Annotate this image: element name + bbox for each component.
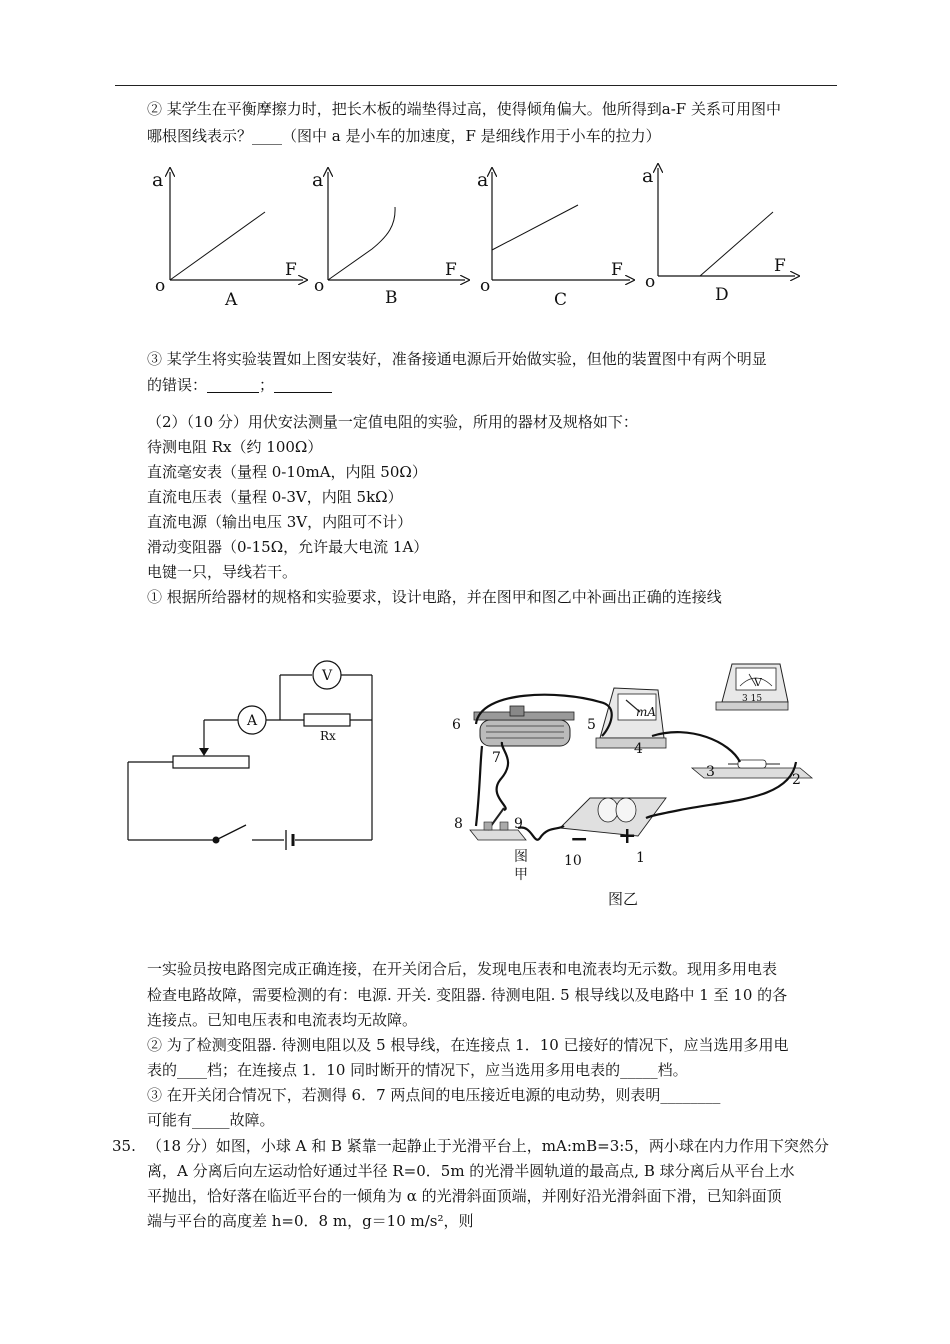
milliammeter-label: mA <box>636 705 657 719</box>
caption-yi: 图乙 <box>608 890 639 908</box>
graph-a <box>152 169 303 310</box>
resistor-rx-label: Rx <box>320 729 336 743</box>
part2-line-4: 直流电源（输出电压 3V，内阻可不计） <box>147 513 413 531</box>
graph-a-xaxis: F <box>285 260 297 280</box>
ammeter-label: A <box>246 713 258 729</box>
point-7: 7 <box>492 750 501 766</box>
q2-text-line2: 哪根图线表示？____（图中 a 是小车的加速度，F 是细线作用于小车的拉力） <box>147 127 661 145</box>
point-1: 1 <box>636 850 645 866</box>
graph-b-label: B <box>385 288 398 308</box>
graph-a-label: A <box>225 290 238 310</box>
point-4: 4 <box>634 741 643 757</box>
question-35-number: 35. <box>112 1137 136 1155</box>
q2-text-line1: ② 某学生在平衡摩擦力时，把长木板的端垫得过高，使得倾角偏大。他所得到a-F 关系可用图中 <box>147 100 781 118</box>
graph-b <box>312 169 465 308</box>
q35-line-3: 端与平台的高度差 h=0．8 m，g＝10 m/s²，则 <box>147 1212 474 1230</box>
rheostat-symbol <box>173 756 249 768</box>
voltmeter-device-label: V <box>754 676 762 689</box>
circuit-diagram-yi <box>440 650 840 880</box>
q35-line-2: 平抛出，恰好落在临近平台的一倾角为 α 的光滑斜面顶端，并刚好沿光滑斜面下滑，已知斜面顶 <box>147 1187 782 1205</box>
circuit-diagram-jia <box>0 640 420 880</box>
para-line-3: ② 为了检测变阻器. 待测电阻以及 5 根导线，在连接点 1．10 已接好的情况下，应当选用多用电 <box>147 1036 789 1054</box>
point-6: 6 <box>452 717 461 733</box>
graph-b-xaxis: F <box>445 260 457 280</box>
para-line-1: 检查电路故障，需要检测的有：电源. 开关. 变阻器. 待测电阻. 5 根导线以及电路中 1 至 10 的各 <box>147 986 788 1004</box>
q35-line-1: 离，A 分离后向左运动恰好通过半径 R=0．5m 的光滑半圆轨道的最高点, B 球分离后从平台上水 <box>147 1162 795 1180</box>
para-line-0: 一实验员按电路图完成正确连接，在开关闭合后，发现电压表和电流表均无示数。现用多用电表 <box>147 960 778 978</box>
para-line-4: 表的____档；在连接点 1．10 同时断开的情况下，应当选用多用电表的_____档。 <box>147 1061 688 1079</box>
graph-b-origin: o <box>314 276 325 296</box>
voltmeter-terminals: 3 15 <box>742 694 763 704</box>
part2-line-3: 直流电压表（量程 0-3V，内阻 5kΩ） <box>147 488 403 506</box>
part2-line-6: 电键一只，导线若干。 <box>147 563 298 581</box>
blank-error-1[interactable] <box>207 376 259 393</box>
graph-d-origin: o <box>645 272 656 292</box>
para-line-5: ③ 在开关闭合情况下，若测得 6．7 两点间的电压接近电源的电动势，则表明________ <box>147 1086 721 1104</box>
part2-line-0: （2）（10 分）用伏安法测量一定值电阻的实验，所用的器材及规格如下： <box>147 413 638 431</box>
graph-d-label: D <box>715 285 729 305</box>
voltmeter-device <box>716 664 788 710</box>
milliammeter-device <box>596 688 666 748</box>
q3-text-line2: 的错误： ； <box>147 374 332 396</box>
part2-line-5: 滑动变阻器（0-15Ω，允许最大电流 1A） <box>147 538 429 556</box>
graph-d <box>642 165 795 305</box>
battery-device <box>560 798 666 852</box>
point-3: 3 <box>706 764 715 780</box>
para-line-2: 连接点。已知电压表和电流表均无故障。 <box>147 1011 418 1029</box>
rheostat-device <box>474 706 574 746</box>
q35-line-0: （18 分）如图，小球 A 和 B 紧靠一起静止于光滑平台上，mA:mB=3:5，两小球在内力作用下突然分 <box>147 1137 829 1155</box>
q3-text-line1: ③ 某学生将实验装置如上图安装好，准备接通电源后开始做实验，但他的装置图中有两个明显 <box>147 350 767 368</box>
graph-d-xaxis: F <box>774 256 786 276</box>
point-5: 5 <box>587 717 596 733</box>
graph-c-label: C <box>554 290 568 310</box>
graph-c-yaxis: a <box>477 169 489 191</box>
graph-c-xaxis: F <box>611 260 623 280</box>
graph-c-origin: o <box>480 276 491 296</box>
graph-c <box>477 169 630 310</box>
blank-error-2[interactable] <box>274 376 332 393</box>
resistor-rx-symbol <box>304 714 350 726</box>
para-line-6: 可能有_____故障。 <box>147 1111 275 1129</box>
af-graphs <box>0 0 950 330</box>
battery-plus: + <box>618 823 637 849</box>
point-8: 8 <box>454 816 463 832</box>
caption-jia: 图甲 <box>514 849 528 883</box>
graph-a-yaxis: a <box>152 169 164 191</box>
point-10: 10 <box>564 853 582 869</box>
graph-b-yaxis: a <box>312 169 324 191</box>
part2-line-7: ① 根据所给器材的规格和实验要求，设计电路，并在图甲和图乙中补画出正确的连接线 <box>147 588 722 606</box>
part2-line-1: 待测电阻 Rx（约 100Ω） <box>147 438 323 456</box>
battery-minus: − <box>570 826 589 852</box>
voltmeter-label: V <box>321 668 333 684</box>
graph-a-origin: o <box>155 276 166 296</box>
point-2: 2 <box>792 772 801 788</box>
graph-d-yaxis: a <box>642 165 654 187</box>
point-9: 9 <box>514 816 523 832</box>
part2-line-2: 直流毫安表（量程 0-10mA，内阻 50Ω） <box>147 463 427 481</box>
